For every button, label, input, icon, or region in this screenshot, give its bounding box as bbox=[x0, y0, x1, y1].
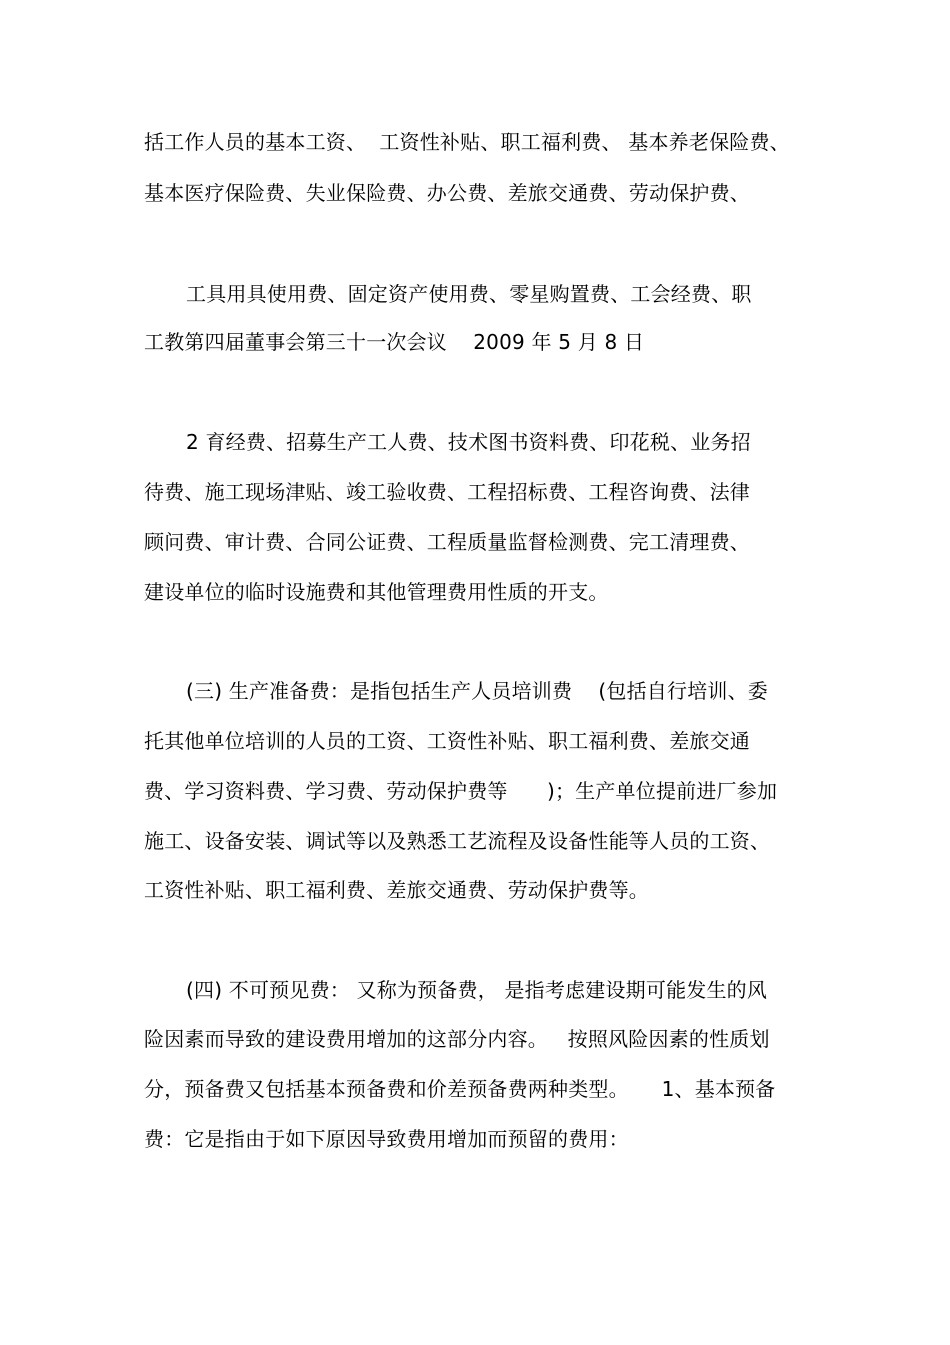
text-line: 险因素而导致的建设费用增加的这部分内容。 按照风险因素的性质划 bbox=[144, 1027, 770, 1051]
text-line: 工资性补贴、职工福利费、差旅交通费、劳动保护费等。 bbox=[144, 878, 649, 902]
text-line: 施工、设备安装、调试等以及熟悉工艺流程及设备性能等人员的工资、 bbox=[144, 829, 771, 853]
text-line: 工具用具使用费、固定资产使用费、零星购置费、工会经费、职 bbox=[186, 282, 752, 306]
text-line: 建设单位的临时设施费和其他管理费用性质的开支。 bbox=[144, 580, 609, 604]
text-line: 费：它是指由于如下原因导致费用增加而预留的费用： bbox=[144, 1127, 629, 1151]
text-line: 基本医疗保险费、失业保险费、办公费、差旅交通费、劳动保护费、 bbox=[144, 181, 750, 205]
text-line: 2 育经费、招募生产工人费、技术图书资料费、印花税、业务招 bbox=[186, 430, 751, 454]
text-line: 顾问费、审计费、合同公证费、工程质量监督检测费、完工清理费、 bbox=[144, 530, 750, 554]
text-line: 托其他单位培训的人员的工资、工资性补贴、职工福利费、差旅交通 bbox=[144, 729, 750, 753]
text-line: 分，预备费又包括基本预备费和价差预备费两种类型。 1、基本预备 bbox=[144, 1077, 776, 1101]
text-line: (三) 生产准备费：是指包括生产人员培训费 (包括自行培训、委 bbox=[186, 679, 768, 703]
text-line: (四) 不可预见费： 又称为预备费， 是指考虑建设期可能发生的风 bbox=[186, 978, 768, 1002]
text-line: 费、学习资料费、学习费、劳动保护费等 )；生产单位提前进厂参加 bbox=[144, 779, 778, 803]
text-line: 括工作人员的基本工资、 工资性补贴、职工福利费、 基本养老保险费、 bbox=[144, 130, 790, 154]
text-line: 工教第四届董事会第三十一次会议 2009 年 5 月 8 日 bbox=[144, 330, 645, 354]
text-line: 待费、施工现场津贴、竣工验收费、工程招标费、工程咨询费、法律 bbox=[144, 480, 750, 504]
